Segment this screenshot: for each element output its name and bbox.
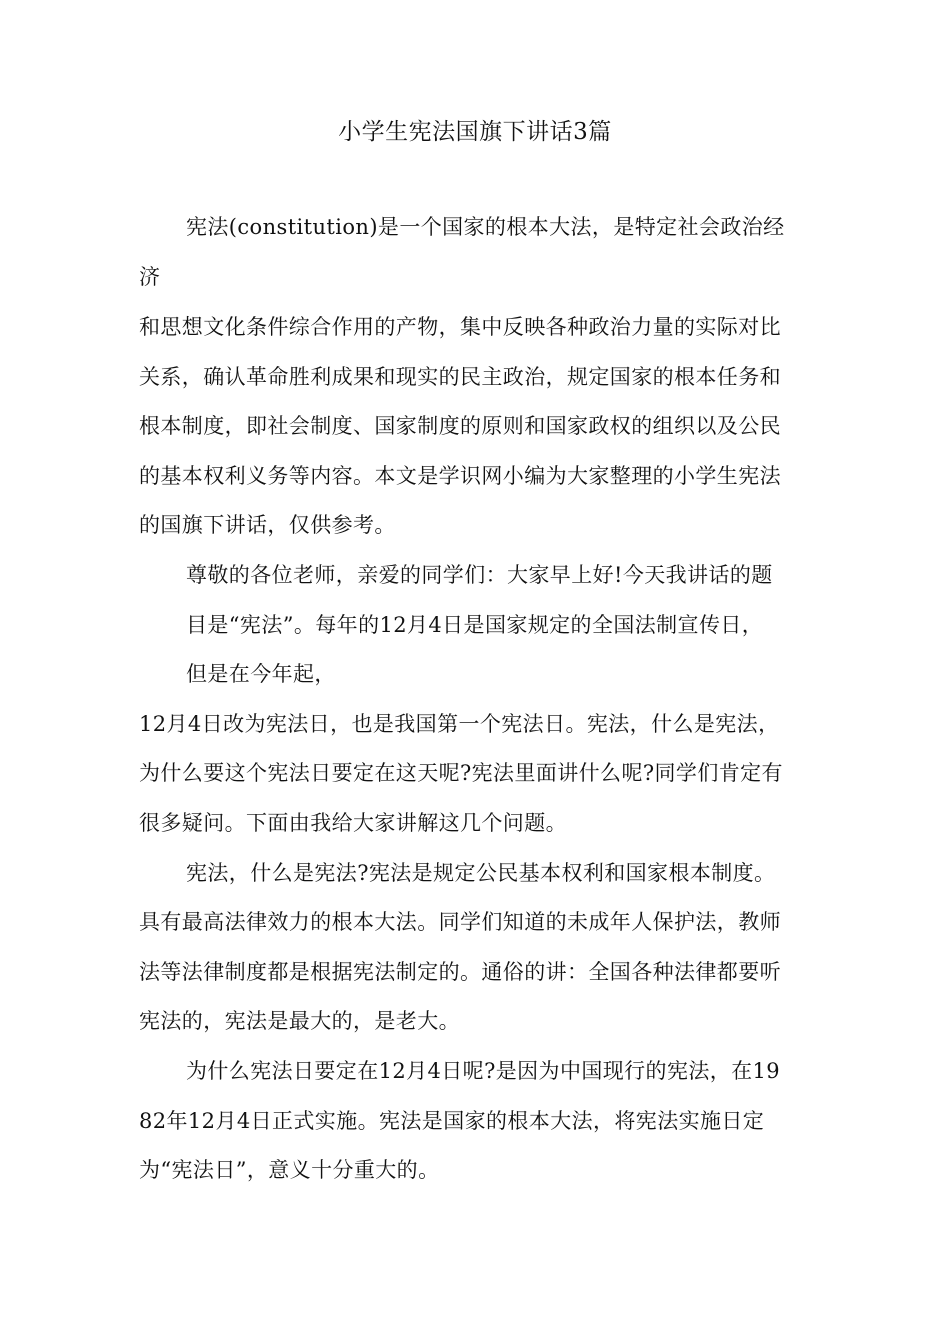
text-line: 12月4日改为宪法日，也是我国第一个宪法日。宪法，什么是宪法， bbox=[139, 712, 780, 736]
text-line: 具有最高法律效力的根本大法。同学们知道的未成年人保护法，教师 bbox=[139, 910, 781, 934]
text-line: 宪法的，宪法是最大的，是老大。 bbox=[139, 1009, 460, 1033]
text-line: 很多疑问。下面由我给大家讲解这几个问题。 bbox=[139, 811, 567, 835]
text-line: 法等法律制度都是根据宪法制定的。通俗的讲：全国各种法律都要听 bbox=[139, 960, 781, 984]
text-line: 根本制度，即社会制度、国家制度的原则和国家政权的组织以及公民 bbox=[139, 414, 781, 438]
text-line: 和思想文化条件综合作用的产物，集中反映各种政治力量的实际对比 bbox=[139, 315, 781, 339]
document-title: 小学生宪法国旗下讲话3篇 bbox=[338, 119, 612, 145]
text-line: 宪法(constitution)是一个国家的根本大法，是特定社会政治经 bbox=[186, 215, 785, 239]
text-line: 为“宪法日”，意义十分重大的。 bbox=[139, 1158, 440, 1182]
text-line: 为什么宪法日要定在12月4日呢?是因为中国现行的宪法，在19 bbox=[186, 1059, 781, 1083]
text-line: 但是在今年起， bbox=[186, 662, 336, 686]
text-line: 宪法，什么是宪法?宪法是规定公民基本权利和国家根本制度。 bbox=[186, 861, 776, 885]
text-line: 尊敬的各位老师，亲爱的同学们：大家早上好!今天我讲话的题 bbox=[186, 563, 773, 587]
text-line: 目是“宪法”。每年的12月4日是国家规定的全国法制宣传日， bbox=[186, 613, 764, 637]
text-line: 82年12月4日正式实施。宪法是国家的根本大法，将宪法实施日定 bbox=[139, 1109, 765, 1133]
text-line: 的基本权利义务等内容。本文是学识网小编为大家整理的小学生宪法 bbox=[139, 464, 781, 488]
text-line: 的国旗下讲话，仅供参考。 bbox=[139, 513, 396, 537]
text-line: 为什么要这个宪法日要定在这天呢?宪法里面讲什么呢?同学们肯定有 bbox=[139, 761, 783, 785]
text-line: 济 bbox=[139, 265, 161, 289]
text-line: 关系，确认革命胜利成果和现实的民主政治，规定国家的根本任务和 bbox=[139, 365, 781, 389]
